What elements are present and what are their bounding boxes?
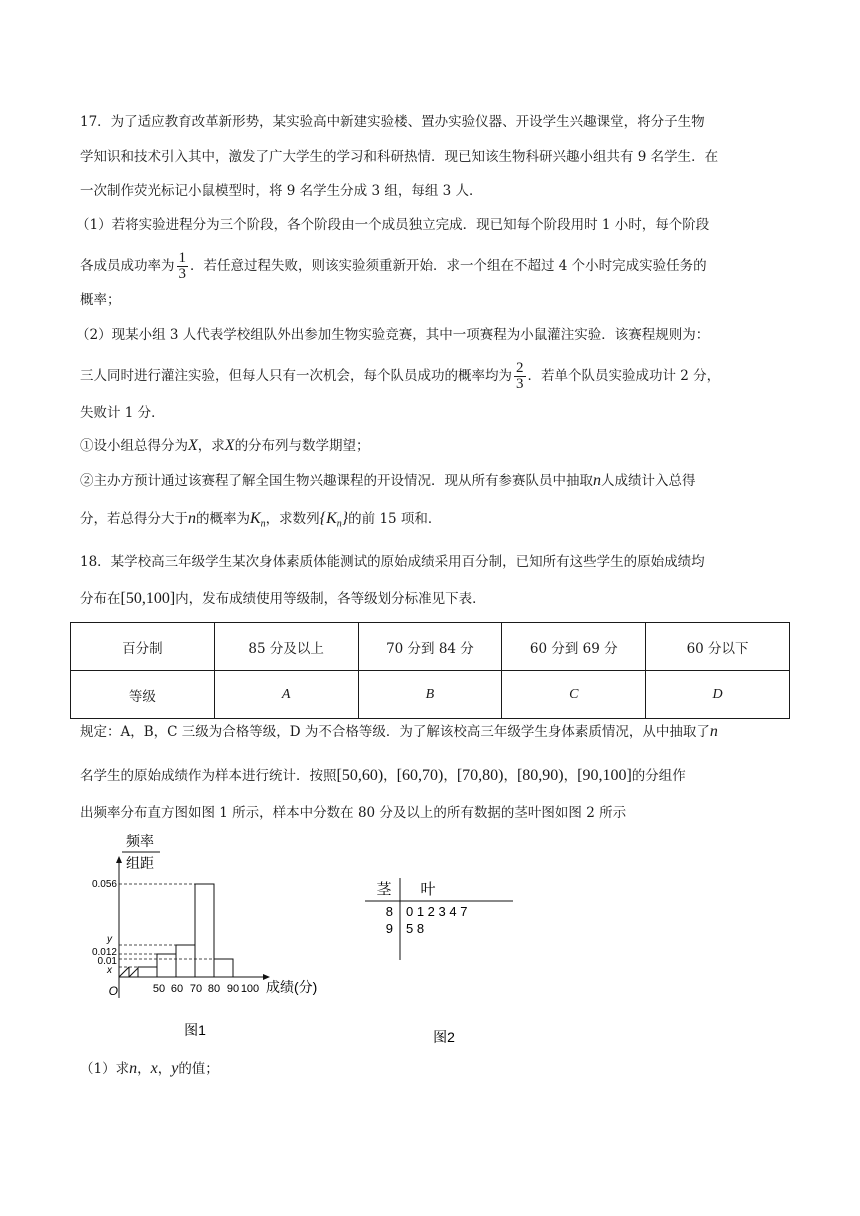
ytick-0.056: 0.056 <box>91 879 117 890</box>
separator: ， <box>157 1061 172 1077</box>
q17-line-6: 概率； <box>80 292 121 308</box>
interval: [60,70) <box>396 767 444 784</box>
q17-line-9: 失败计 1 分． <box>80 405 165 421</box>
separator: ， <box>443 768 457 784</box>
q17-line-8-text-b: ．若单个队员实验成功计 2 分， <box>527 368 721 384</box>
table-cell: 60 分以下 <box>646 623 790 671</box>
text: ②主办方预计通过该赛程了解全国生物兴趣课程的开设情况．现从所有参赛队员中抽取 <box>80 473 593 489</box>
xtick-50: 50 <box>152 983 166 995</box>
table-cell: B <box>358 671 502 719</box>
sequence-k: {K <box>319 510 337 527</box>
histogram-bar <box>157 954 176 977</box>
q17-line-3: 一次制作荧光标记小鼠模型时，将 9 名学生分成 3 组，每组 3 人． <box>80 183 483 199</box>
q17-line-7: （2）现某小组 3 人代表学校组队外出参加生物实验竞赛，其中一项赛程为小鼠灌注实验．该赛程规则为： <box>76 327 710 343</box>
text: 人成绩计入总得 <box>601 473 696 489</box>
fraction-numerator: 1 <box>178 250 186 266</box>
fraction-denominator: 3 <box>516 376 524 392</box>
grade-table <box>70 622 790 719</box>
table-cell: D <box>646 671 790 719</box>
q18-line-3 <box>80 723 718 741</box>
variable-n: n <box>129 1060 138 1077</box>
q18-line-5: 出频率分布直方图如图 1 所示，样本中分数在 80 分及以上的所有数据的茎叶图如图 2 所示 <box>80 805 627 821</box>
leaves-8: 0 1 2 3 4 7 <box>406 904 468 919</box>
ytick-y: y <box>107 934 112 945</box>
separator: ， <box>563 768 578 784</box>
histogram-bar <box>214 959 233 977</box>
q17-line-4: （1）若将实验进程分为三个阶段，各个阶段由一个成员独立完成．现已知每个阶段用时 1 小时，每个阶段 <box>76 217 710 233</box>
q17-line-5 <box>80 247 707 285</box>
q18-sub1 <box>80 1060 219 1078</box>
text: 的值； <box>178 1061 219 1077</box>
fraction-denominator: 3 <box>178 266 186 282</box>
axis-break-mark <box>119 967 129 977</box>
stem-leaf-figure <box>360 870 520 1050</box>
ytick-0.01: 0.01 <box>97 956 117 967</box>
histogram-bar <box>176 945 195 977</box>
q18-line-4 <box>80 767 686 785</box>
variable-y: y <box>171 1060 179 1077</box>
text: 的概率为 <box>196 511 250 527</box>
histogram-bar <box>138 967 157 977</box>
histogram-bar <box>195 884 214 977</box>
xtick-80: 80 <box>207 983 221 995</box>
text: ，求 <box>197 438 225 454</box>
ylabel-top: 频率 <box>126 833 154 849</box>
interval: [50,60) <box>336 767 384 784</box>
brace-close: } <box>341 510 349 527</box>
q17-line-5-text: 各成员成功率为 <box>80 258 175 274</box>
variable-k: K <box>250 510 261 527</box>
q17-line-1: 17．为了适应教育改革新形势，某实验高中新建实验楼、置办实验仪器、开设学生兴趣课堂，将分子生物 <box>80 114 705 130</box>
figure-1-caption: 图1 <box>184 1022 206 1038</box>
leaves-9: 5 8 <box>406 921 425 936</box>
text: 内，发布成绩使用等级制，各等级划分标准见下表． <box>175 591 486 607</box>
text: 规定：A，B，C 三级为合格等级，D 为不合格等级．为了解该校高三年级学生身体素质情况，从中抽取了 <box>80 724 710 740</box>
separator: ， <box>503 768 517 784</box>
q17-line-8-text: 三人同时进行灌注实验，但每人只有一次机会，每个队员成功的概率均为 <box>80 368 512 384</box>
table-cell: A <box>214 671 358 719</box>
variable-x: X <box>224 437 235 454</box>
xtick-70: 70 <box>189 983 203 995</box>
origin-label: O <box>108 984 118 998</box>
leaf-header: 叶 <box>420 881 436 898</box>
xtick-100: 100 <box>240 983 260 995</box>
ytick-0.012: 0.012 <box>91 947 117 958</box>
table-cell: 70 分到 84 分 <box>358 623 502 671</box>
fraction-one-third <box>177 251 189 282</box>
q17-line-10 <box>80 437 370 455</box>
fraction-two-thirds <box>514 361 526 392</box>
q17-line-11 <box>80 472 696 490</box>
table-row <box>71 671 790 719</box>
q17-line-12 <box>80 510 441 534</box>
xlabel: 成绩(分) <box>266 979 318 995</box>
stem-header: 茎 <box>376 881 392 898</box>
subscript-n: n <box>260 518 266 530</box>
q17-line-5-text-b: ．若任意过程失败，则该实验须重新开始．求一个组在不超过 4 个小时完成实验任务的 <box>190 258 707 274</box>
xtick-60: 60 <box>170 983 184 995</box>
stem-8: 8 <box>385 904 393 919</box>
text: （1）求 <box>80 1061 130 1077</box>
figure-2-caption: 图2 <box>433 1029 455 1045</box>
q18-line-2 <box>80 590 486 608</box>
interval: [80,90) <box>516 767 564 784</box>
fraction-numerator: 2 <box>516 360 524 376</box>
table-cell: 百分制 <box>71 623 215 671</box>
table-cell: 85 分及以上 <box>214 623 358 671</box>
variable-x: x <box>150 1060 158 1077</box>
y-axis-arrow <box>116 856 122 863</box>
table-row <box>71 623 790 671</box>
interval: [90,100] <box>577 767 632 784</box>
ylabel-bottom: 组距 <box>126 855 154 871</box>
text: 名学生的原始成绩作为样本进行统计．按照 <box>80 768 337 784</box>
separator: ， <box>383 768 397 784</box>
variable-n: n <box>593 472 601 489</box>
stem-9: 9 <box>385 921 393 936</box>
histogram-bars <box>138 884 233 977</box>
interval: [50,100] <box>120 590 176 607</box>
subscript-n: n <box>336 518 342 530</box>
text: ①设小组总得分为 <box>80 438 188 454</box>
text: 的分组作 <box>631 768 686 784</box>
variable-x: X <box>188 437 198 454</box>
ytick-x: x <box>107 965 112 976</box>
q17-line-2: 学知识和技术引入其中，激发了广大学生的学习和科研热情．现已知该生物科研兴趣小组共有 9 名学生．在 <box>80 149 719 165</box>
variable-n: n <box>188 510 196 527</box>
xtick-90: 90 <box>226 983 240 995</box>
q18-line-1: 18．某学校高三年级学生某次身体素质体能测试的原始成绩采用百分制，已知所有这些学生的原始成绩均 <box>80 554 705 570</box>
q17-line-8 <box>80 357 720 395</box>
text: 的分布列与数学期望； <box>234 438 370 454</box>
separator: ， <box>137 1061 151 1077</box>
interval: [70,80) <box>456 767 504 784</box>
text: 分，若总得分大于 <box>80 511 188 527</box>
table-cell: 等级 <box>71 671 215 719</box>
text: 分布在 <box>80 591 121 607</box>
table-cell: C <box>502 671 646 719</box>
text: ，求数列 <box>265 511 320 527</box>
table-cell: 60 分到 69 分 <box>502 623 646 671</box>
variable-n: n <box>709 723 718 740</box>
text: 的前 15 项和． <box>348 511 442 527</box>
histogram-figure <box>70 830 350 1045</box>
